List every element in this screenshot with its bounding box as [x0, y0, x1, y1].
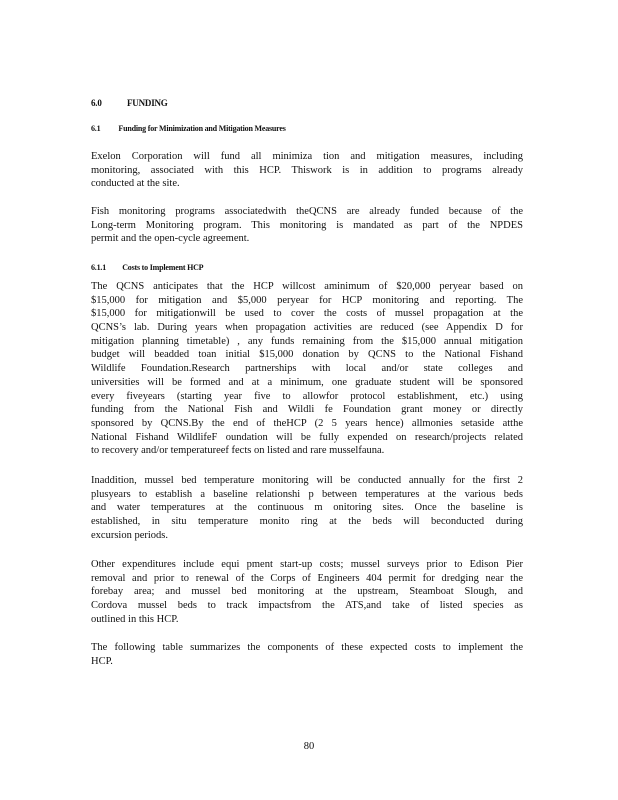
- text-line: forebay area; and mussel bed monitoring at the upstream, Steamboat Slough, and: [91, 586, 523, 598]
- section-heading: [91, 98, 168, 108]
- subsection-number: 6.1: [91, 124, 101, 133]
- text-line: budget will beadded toan initial $15,000 donation by QCNS to the National Fishand: [91, 349, 523, 361]
- text-line: Inaddition, mussel bed temperature monitoring will be conducted annually for the first 2: [91, 475, 523, 486]
- text-line: universities will be formed and at a minimum, one graduate student will be sponsored: [91, 376, 523, 388]
- text-line: The QCNS anticipates that the HCP willcost aminimum of $20,000 peryear based on: [91, 281, 523, 292]
- text-line: Fish monitoring programs associatedwith theQCNS are already funded because of the: [91, 206, 523, 217]
- text-line: QCNS’s lab. During years when propagation activities are reduced (see Appendix D for: [91, 322, 523, 334]
- subsection-title: Funding for Minimization and Mitigation Measures: [118, 124, 286, 133]
- subsubsection-number: 6.1.1: [91, 263, 107, 272]
- paragraph: [91, 150, 523, 191]
- text-line: Exelon Corporation will fund all minimiza tion and mitigation measures, including: [91, 151, 523, 162]
- subsection-heading: [91, 124, 286, 133]
- page-number: 80: [303, 741, 315, 752]
- paragraph: [91, 280, 523, 458]
- text-line: monitoring, associated with this HCP. Thiswork is in addition to programs already: [91, 164, 523, 176]
- section-title: FUNDING: [127, 98, 168, 108]
- text-line: plusyears to establish a baseline relationshi p between temperatures at the various beds: [91, 488, 523, 500]
- text-line: established, in situ temperature monito ring at the beds will beconducted during: [91, 516, 523, 528]
- text-line: to recovery and/or temperatureef fects on listed and rare musselfauna.: [91, 445, 385, 457]
- text-line: funding from the National Fish and Wildli fe Foundation grant money or directly: [91, 404, 523, 416]
- text-line: Long-term Monitoring program. This monitoring is mandated as part of the NPDES: [91, 219, 523, 231]
- subsubsection-title: Costs to Implement HCP: [122, 263, 204, 272]
- subsubsection-heading: [91, 263, 203, 272]
- paragraph: [91, 558, 523, 626]
- section-number: 6.0: [91, 98, 102, 108]
- text-line: and water temperatures at the continuous m onitoring sites. Once the baseline is: [91, 502, 523, 514]
- text-line: The following table summarizes the components of these expected costs to implement the: [91, 642, 523, 653]
- paragraph: [91, 474, 523, 542]
- text-line: National Fishand WildlifeF oundation will be fully expended on research/projects related: [91, 431, 523, 443]
- text-line: $15,000 for mitigationwill be used to cover the costs of mussel propagation at the: [91, 308, 523, 320]
- paragraph: [91, 641, 523, 668]
- paragraph: [91, 205, 523, 246]
- text-line: outlined in this HCP.: [91, 613, 179, 625]
- text-line: mitigation planning timetable) , any funds remaining from the $15,000 annual mitigation: [91, 335, 523, 347]
- text-line: Other expenditures include equi pment start-up costs; mussel surveys prior to Edison Pier: [91, 559, 523, 570]
- text-line: conducted at the site.: [91, 178, 180, 190]
- text-line: every fiveyears (starting year five to allowfor protocol establishment, etc.) using: [91, 390, 523, 402]
- text-line: Wildlife Foundation.Research partnerships with local and/or state colleges and: [91, 363, 523, 375]
- text-line: removal and prior to renewal of the Corps of Engineers 404 permit for dredging near the: [91, 572, 523, 584]
- text-line: permit and the open-cycle agreement.: [91, 233, 250, 245]
- text-line: HCP.: [91, 655, 113, 667]
- text-line: $15,000 for mitigation and $5,000 peryear for HCP monitoring and reporting. The: [91, 294, 523, 306]
- text-line: excursion periods.: [91, 529, 168, 541]
- text-line: Cordova mussel beds to track impactsfrom the ATS,and take of listed species as: [91, 600, 523, 612]
- text-line: sponsored by QCNS.By the end of theHCP (2 5 years hence) allmonies setaside atthe: [91, 417, 523, 429]
